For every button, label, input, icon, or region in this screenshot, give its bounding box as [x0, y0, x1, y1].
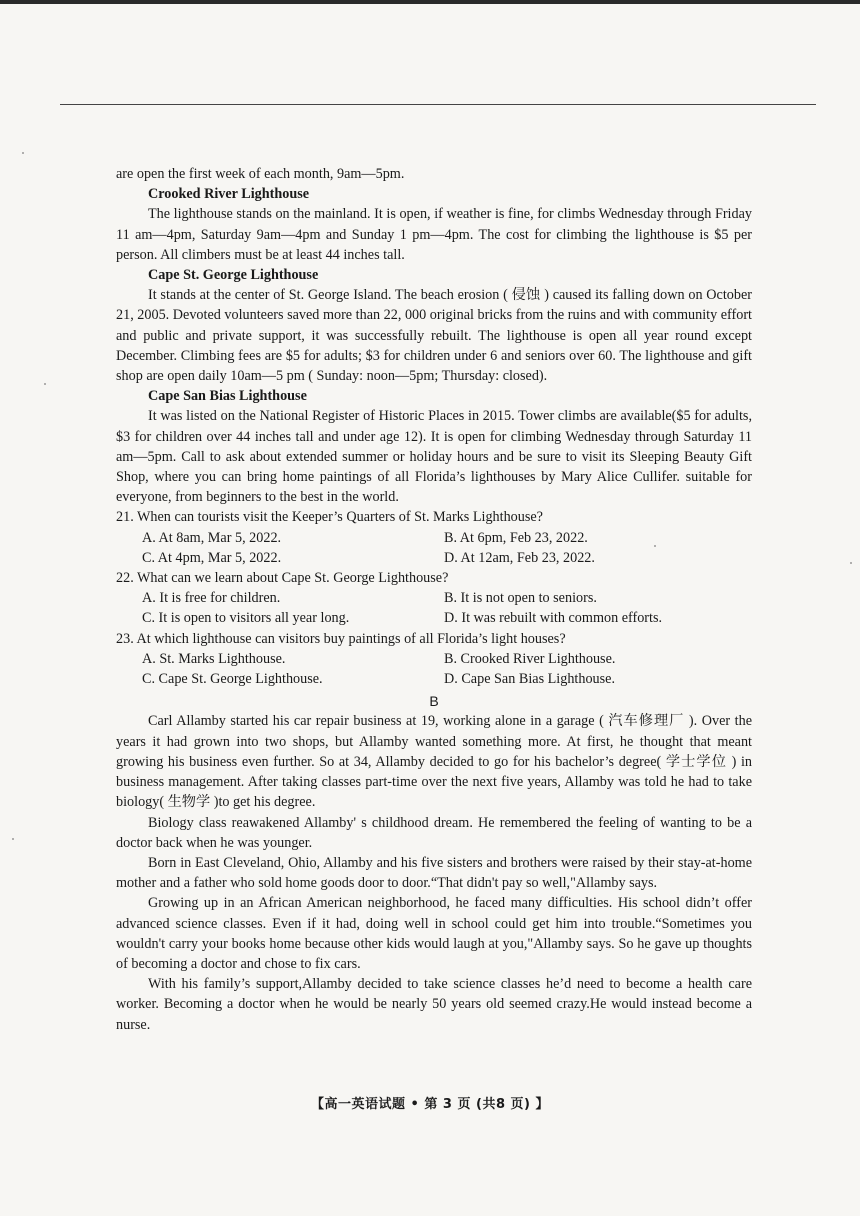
scan-speck: [22, 152, 24, 154]
section-heading: Crooked River Lighthouse: [148, 186, 310, 203]
question-options: [116, 528, 752, 568]
passage-a-tail: are open the first week of each month, 9am—5pm.: [116, 166, 405, 182]
section-body: It was listed on the National Register of Historic Places in 2015. Tower climbs are available($5 for adults, $3 for children over 44 inches tall and under age 12). It is open for climbing Wednesday through Saturday 11 am—5pm. Call to ask about extended summer or holiday hours and be sure to visit its Sleeping Beauty Gift Shop, where you can bring home paintings of all Florida’s lighthouses by Mary Alice Cullifer. suitable for everyone, from beginners to the best in the world.: [116, 408, 752, 506]
page-footer: 【高一英语试题 • 第 3 页 (共8 页) 】: [311, 1097, 549, 1112]
question-23: [116, 629, 752, 690]
passage-b-paragraph: Born in East Cleveland, Ohio, Allamby and his five sisters and brothers were raised by their stay-at-home mother and a father who sold home goods door to door.“That didn't pay so well,"Allamby says.: [116, 854, 752, 892]
section-body: The lighthouse stands on the mainland. It is open, if weather is fine, for climbs Wednesday through Friday 11 am—4pm, Saturday 9am—4pm and Sunday 1 pm—4pm. The cost for climbing the lighthouse is $5 per person. All climbers must be at least 44 inches tall.: [116, 206, 752, 263]
section-body: It stands at the center of St. George Island. The beach erosion ( 侵蚀 ) caused its falling down on October 21, 2005. Devoted volunteers saved more than 22, 000 original bricks from the ruins and with community effort and public and private support, it was successfully rebuilt. The lighthouse is open all year round except December. Climbing fees are $5 for adults; $3 for children under 6 and seniors over 60. The lighthouse and gift shop are open daily 10am—5 pm ( Sunday: noon—5pm; Thursday: closed).: [116, 287, 752, 385]
option-a: A. It is free for children.: [142, 590, 281, 607]
option-a: A. At 8am, Mar 5, 2022.: [142, 529, 282, 546]
option-d: D. It was rebuilt with common efforts.: [444, 610, 663, 627]
option-b: B. Crooked River Lighthouse.: [444, 650, 616, 667]
scan-speck: [850, 562, 852, 564]
scan-top-edge: [0, 0, 860, 4]
header-rule: [60, 104, 816, 105]
passage-b-paragraph: Growing up in an African American neighborhood, he faced many difficulties. His school didn’t offer advanced science classes. Even if it had, doing well in school could get him into trouble.“Sometimes you wouldn't carry your books home because other kids would laugh at you,"Allamby says. So he gave up thoughts of becoming a doctor and chose to fix cars.: [116, 895, 752, 972]
question-options: [116, 588, 752, 628]
passage-b-letter: B: [429, 693, 439, 710]
question-stem: 22. What can we learn about Cape St. George Lighthouse?: [116, 570, 449, 587]
question-options: [116, 649, 752, 689]
scan-speck: [44, 383, 46, 385]
option-c: C. Cape St. George Lighthouse.: [142, 671, 323, 688]
option-c: C. At 4pm, Mar 5, 2022.: [142, 549, 282, 566]
passage-b-paragraph: With his family’s support,Allamby decided to take science classes he’d need to become a health care worker. Becoming a doctor when he would be nearly 50 years old seemed crazy.He would instead become a nurse.: [116, 976, 752, 1033]
option-a: A. St. Marks Lighthouse.: [142, 650, 286, 667]
section-heading: Cape St. George Lighthouse: [148, 267, 319, 284]
page-content: [116, 164, 752, 1035]
option-d: D. Cape San Bias Lighthouse.: [444, 671, 616, 688]
question-stem: 21. When can tourists visit the Keeper’s Quarters of St. Marks Lighthouse?: [116, 509, 543, 526]
question-21: [116, 507, 752, 568]
option-b: B. It is not open to seniors.: [444, 590, 597, 607]
option-b: B. At 6pm, Feb 23, 2022.: [444, 529, 588, 546]
scan-speck: [12, 838, 14, 840]
question-stem: 23. At which lighthouse can visitors buy paintings of all Florida’s light houses?: [116, 630, 566, 647]
passage-b-paragraph: Carl Allamby started his car repair business at 19, working alone in a garage ( 汽车修理厂 ). Over the years it had grown into two shops, but Allamby wanted something more. At first, he thought that meant growing his business even further. So at 34, Allamby decided to go for his bachelor’s degree( 学士学位 ) in business management. After taking classes part-time over the next five years, Allamby was told he had to take biology( 生物学 )to get his degree.: [116, 713, 752, 811]
option-d: D. At 12am, Feb 23, 2022.: [444, 549, 595, 566]
passage-b-paragraph: Biology class reawakened Allamby' s childhood dream. He remembered the feeling of wanting to be a doctor back when he was younger.: [116, 814, 752, 851]
section-heading: Cape San Bias Lighthouse: [148, 388, 307, 405]
question-22: [116, 568, 752, 629]
option-c: C. It is open to visitors all year long.: [142, 610, 350, 627]
